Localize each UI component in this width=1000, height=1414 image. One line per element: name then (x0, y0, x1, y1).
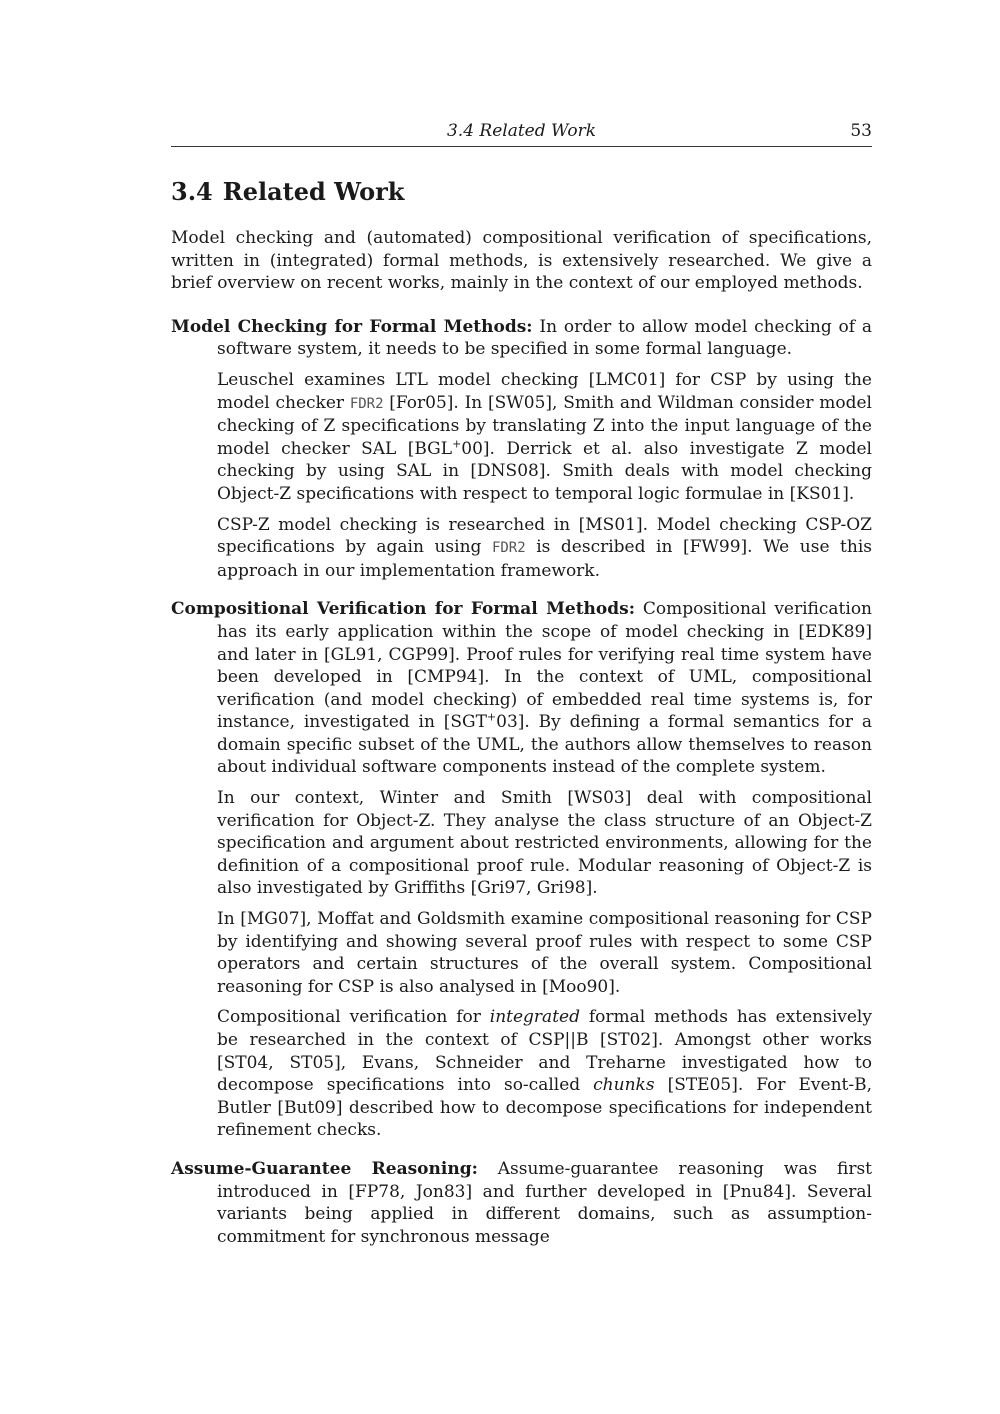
text-run: formal methods has extensively be researched in the context of CSP||B [ST02]. Amongst other works [ST04, ST05], Evans, Schneider and Treharne investigated how to decompose specifications into so-called (217, 1007, 872, 1096)
text-run: 00]. Derrick et al. also investigate Z model checking by using SAL in [DNS08]. Smith deals with model checking Object-Z specifications with respect to temporal logic formulae in [KS01]. (217, 438, 872, 504)
intro-paragraph: Model checking and (automated) compositional verification of specifications, written in (integrated) formal methods, is extensively researched. We give a brief overview on recent works, mainly in the context of our employed methods. (171, 228, 872, 294)
emphasis: chunks (593, 1075, 655, 1096)
text-run: Compositional verification for (217, 1007, 490, 1028)
item-paragraph (171, 1006, 872, 1142)
tool-name: FDR2 (349, 395, 384, 412)
section-number: 3.4 (171, 177, 213, 206)
item-paragraph (171, 1158, 872, 1248)
item-paragraph (171, 316, 872, 361)
text-run: In [MG07], Moffat and Goldsmith examine compositional reasoning for CSP by identifying and showing several proof rules with respect to some CSP operators and certain structures of the overall system. Compositional reasoning for CSP is also analysed in [Moo90]. (217, 909, 872, 997)
list-item-assume-guarantee (171, 1158, 872, 1248)
page-number: 53 (850, 121, 872, 141)
superscript: + (452, 437, 462, 451)
text-run: 03]. By defining a formal semantics for a domain specific subset of the UML, the authors allow themselves to reason about individual software components instead of the complete system. (217, 712, 872, 778)
item-term: Compositional Verification for Formal Methods: (171, 599, 635, 620)
text-run: [STE05]. For Event-B, Butler [But09] described how to decompose specifications for independent refinement checks. (217, 1075, 872, 1141)
text-run: Compositional verification has its early application within the scope of model checking in [EDK89] and later in [GL91, CGP99]. Proof rules for verifying real time system have been developed in [CMP94]. In the context of UML, compositional verification (and model checking) of embedded real time systems is, for instance, investigated in [SGT (217, 599, 872, 733)
section-heading (171, 176, 872, 208)
emphasis: integrated (489, 1007, 580, 1028)
item-paragraph (171, 369, 872, 506)
tool-name: FDR2 (491, 540, 526, 557)
text-run: In our context, Winter and Smith [WS03] deal with compositional verification for Object-Z. They analyse the class structure of an Object-Z specification and argument about restricted environments, allowing for the definition of a compositional proof rule. Modular reasoning of Object-Z is also investigated by Griffiths [Gri97, Gri98]. (217, 788, 872, 899)
item-term: Model Checking for Formal Methods: (171, 316, 533, 337)
running-header (171, 120, 872, 147)
superscript: + (486, 710, 497, 724)
list-item-model-checking (171, 316, 872, 583)
item-paragraph (171, 514, 872, 583)
page-content (171, 176, 872, 1264)
running-title: 3.4 Related Work (446, 121, 597, 141)
item-paragraph (171, 598, 872, 779)
item-term: Assume-Guarantee Reasoning: (171, 1158, 478, 1179)
item-paragraph (171, 908, 872, 998)
item-paragraph (171, 787, 872, 900)
section-title: Related Work (222, 177, 405, 206)
text-run: [For05]. In [SW05], Smith and Wildman consider model checking of Z specifications by translating Z into the input language of the model checker SAL [BGL (217, 392, 872, 459)
text-run: CSP-Z model checking is researched in [MS01]. Model checking CSP-OZ specifications by again using (217, 514, 872, 558)
list-item-compositional-verification (171, 598, 872, 1142)
text-run: is described in [FW99]. We use this approach in our implementation framework. (217, 537, 872, 581)
text-run: In order to allow model checking of a software system, it needs to be specified in some formal language. (217, 316, 872, 360)
text-run: Leuschel examines LTL model checking [LMC01] for CSP by using the model checker (217, 369, 872, 413)
text-run: Assume-guarantee reasoning was first introduced in [FP78, Jon83] and further developed in [Pnu84]. Several variants being applied in different domains, such as assumption-commitment for synchronous message (217, 1158, 873, 1247)
